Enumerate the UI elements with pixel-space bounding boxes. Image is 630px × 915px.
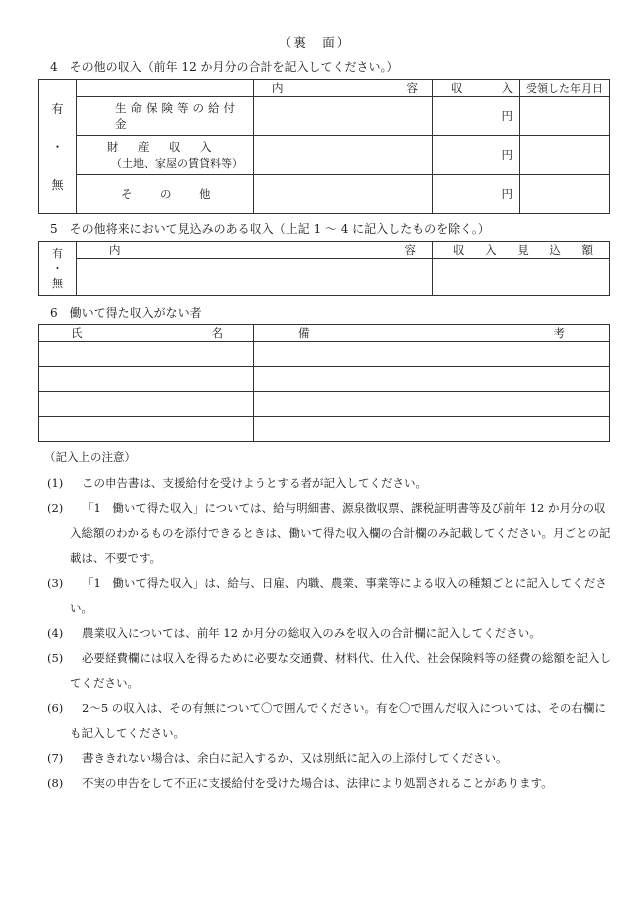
- notes-list: [44, 471, 612, 796]
- note-item: (3) 「1 働いて得た収入」は、給与、日雇、内職、農業、事業等による収入の種類ごとに記入してください。: [47, 576, 607, 615]
- section6-remarks-header: 備 考: [254, 325, 610, 342]
- yumu-u: 有: [52, 247, 63, 260]
- yumu-mu: 無: [52, 277, 63, 290]
- notes-title: （記入上の注意）: [44, 450, 136, 464]
- section4-row: [39, 175, 610, 214]
- name-input[interactable]: [39, 417, 254, 442]
- section4-date-header: 受領した年月日: [520, 80, 610, 97]
- note-item: (7) 書ききれない場合は、余白に記入するか、又は別紙に記入の上添付してください。: [47, 751, 508, 765]
- note-item: (2) 「1 働いて得た収入」については、給与明細書、源泉徴収票、課税証明書等及び前年 12 か月分の収入総額のわかるものを添付できるときは、働いて得た収入欄の合計欄のみ記載してください。月ごとの記載は、不要です。: [47, 501, 611, 565]
- yumu-mu: 無: [51, 177, 64, 192]
- name-input[interactable]: [39, 367, 254, 392]
- page-title: （裏 面）: [278, 35, 352, 50]
- section5-content-input[interactable]: [77, 259, 433, 296]
- note-item: (8) 不実の申告をして不正に支援給付を受けた場合は、法律により処罰されることがあります。: [47, 776, 553, 790]
- section4-date-input[interactable]: [520, 175, 610, 214]
- section4-content-input[interactable]: [254, 136, 433, 175]
- note-item: (6) 2～5 の収入は、その有無について〇で囲んでください。有を〇で囲んだ収入については、その右欄にも記入してください。: [47, 701, 606, 740]
- note-item: (4) 農業収入については、前年 12 か月分の総収入のみを収入の合計欄に記入してください。: [47, 626, 541, 640]
- section4-heading: 4 その他の収入（前年 12 か月分の合計を記入してください。）: [50, 60, 399, 74]
- section4-row: [39, 136, 610, 175]
- section4-item-header: [77, 80, 254, 97]
- section6-row: [39, 392, 610, 417]
- section4-row-label: 財 産 収 入 （土地、家屋の賃貸料等）: [77, 136, 254, 175]
- section5-income-header: 収 入 見 込 額: [433, 242, 610, 259]
- name-input[interactable]: [39, 392, 254, 417]
- section5-heading: 5 その他将来において見込みのある収入（上記 1 ～ 4 に記入したものを除く。）: [50, 222, 490, 236]
- section4-yumu-cell[interactable]: [39, 80, 77, 214]
- section6-name-header: 氏 名: [39, 325, 254, 342]
- section5-table: [38, 241, 610, 296]
- section4-income-input[interactable]: 円: [433, 97, 520, 136]
- section6-row: [39, 367, 610, 392]
- section5-content-header: 内 容: [77, 242, 433, 259]
- section4-row-label: そ の 他: [77, 175, 254, 214]
- remarks-input[interactable]: [254, 342, 610, 367]
- section4-row: [39, 97, 610, 136]
- section6-heading: 6 働いて得た収入がない者: [50, 306, 202, 320]
- section4-income-input[interactable]: 円: [433, 175, 520, 214]
- remarks-input[interactable]: [254, 367, 610, 392]
- section4-row-label: 生命保険等の給付金: [77, 97, 254, 136]
- name-input[interactable]: [39, 342, 254, 367]
- section4-income-input[interactable]: 円: [433, 136, 520, 175]
- section4-income-header: 収 入: [433, 80, 520, 97]
- yumu-u: 有: [51, 101, 64, 116]
- remarks-input[interactable]: [254, 417, 610, 442]
- section4-date-input[interactable]: [520, 136, 610, 175]
- section6-table: [38, 324, 610, 442]
- section4-content-header: 内 容: [254, 80, 433, 97]
- remarks-input[interactable]: [254, 392, 610, 417]
- section4-content-input[interactable]: [254, 97, 433, 136]
- note-item: (5) 必要経費欄には収入を得るために必要な交通費、材料代、仕入代、社会保険料等の経費の総額を記入してください。: [47, 651, 611, 690]
- section5-yumu-cell[interactable]: [39, 242, 77, 296]
- section4-table: [38, 79, 610, 214]
- note-item: (1) この申告書は、支援給付を受けようとする者が記入してください。: [47, 476, 427, 490]
- section6-row: [39, 342, 610, 367]
- section4-content-input[interactable]: [254, 175, 433, 214]
- section4-date-input[interactable]: [520, 97, 610, 136]
- section5-income-input[interactable]: [433, 259, 610, 296]
- section6-row: [39, 417, 610, 442]
- yumu-dot: ・: [51, 139, 64, 154]
- yumu-dot: ・: [52, 262, 63, 275]
